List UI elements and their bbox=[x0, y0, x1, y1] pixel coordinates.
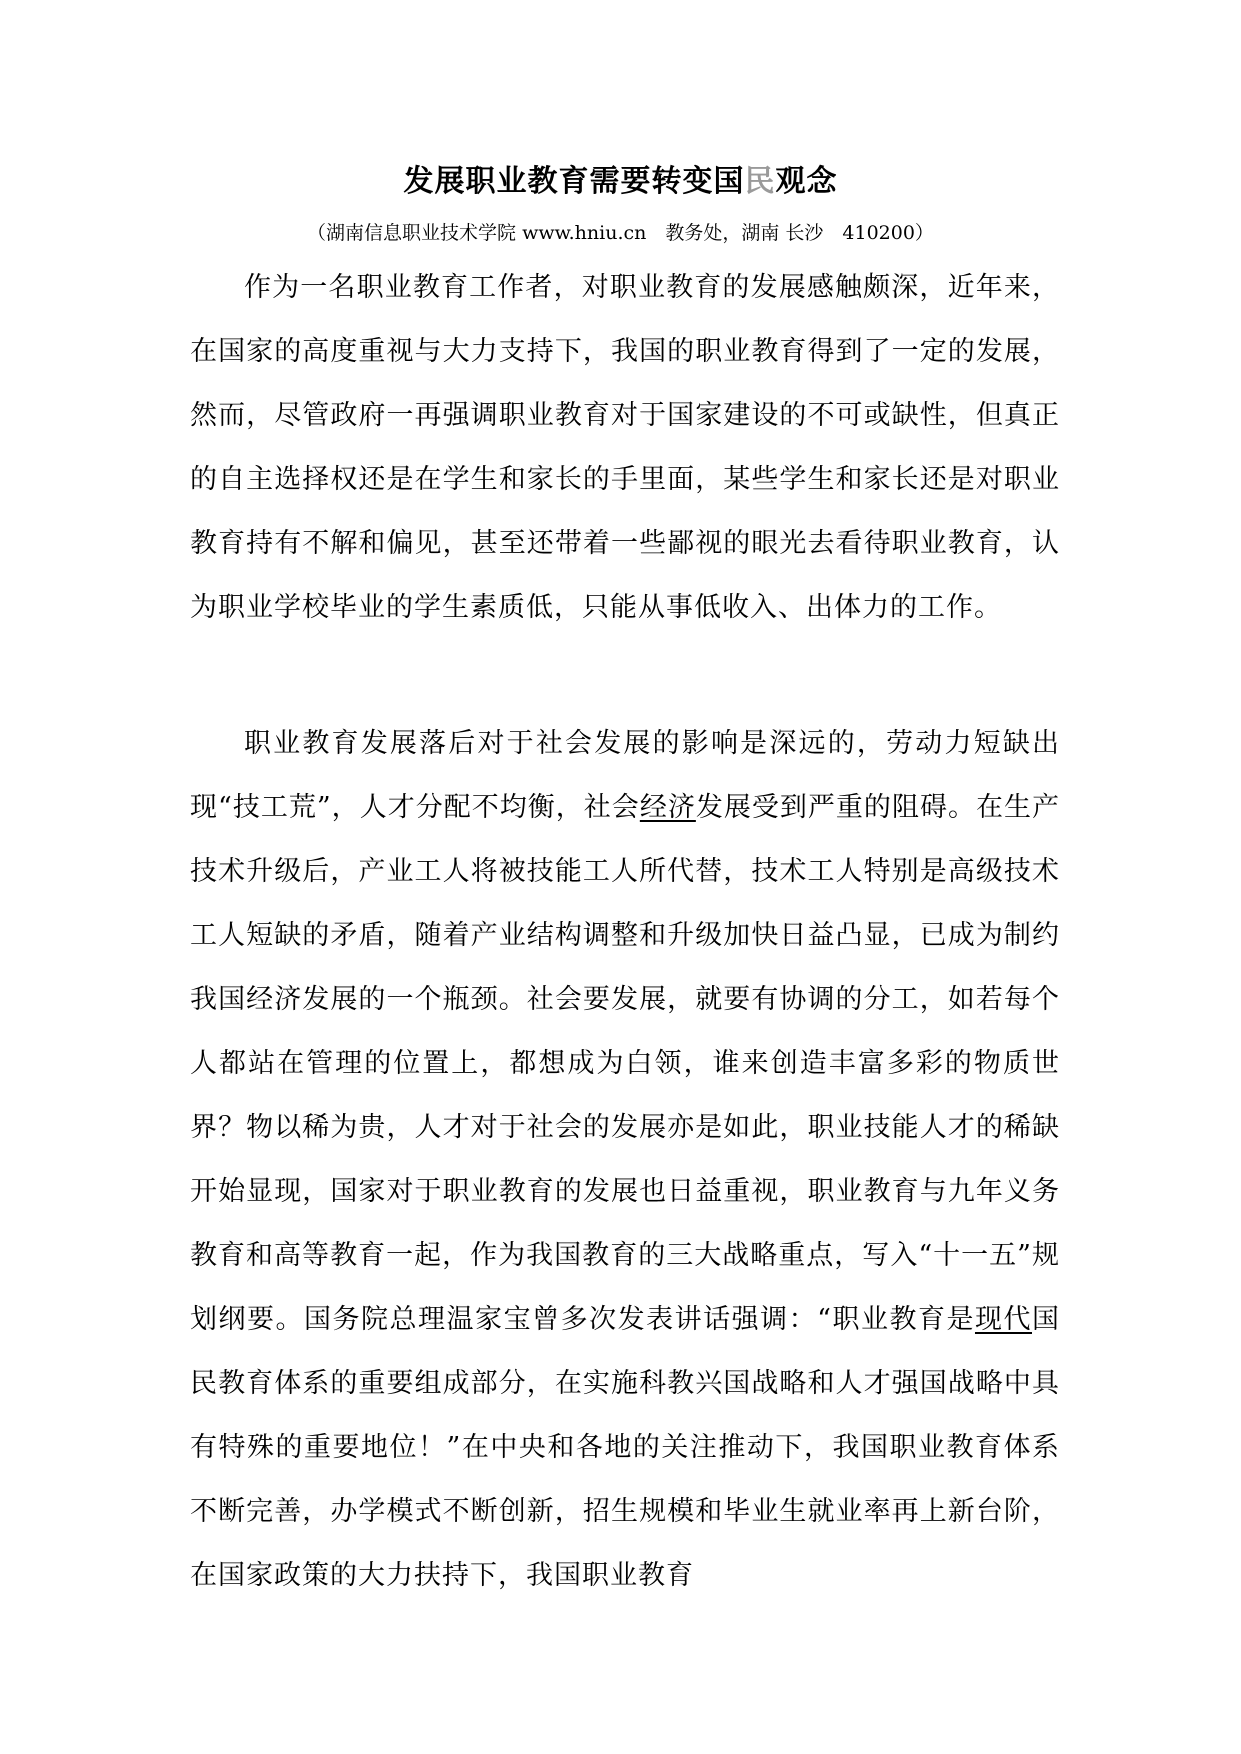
body-paragraph-2-container bbox=[190, 712, 1060, 1608]
body-paragraph-2 bbox=[190, 712, 1060, 1608]
paragraph-2-segment-1: 职业教育发展落后对于社会发展的影响是深远的，劳动力短缺出现“技工荒”，人才分配不均衡，社会 bbox=[190, 728, 1060, 823]
title-part-3: 观念 bbox=[775, 164, 838, 199]
title-part-2-faint: 民 bbox=[744, 164, 776, 199]
document-title bbox=[0, 162, 1241, 202]
author-affiliation: （湖南信息职业技术学院 www.hniu.cn 教务处，湖南 长沙 410200） bbox=[307, 222, 934, 244]
body-paragraph-1: 作为一名职业教育工作者，对职业教育的发展感触颇深，近年来，在国家的高度重视与大力支持下，我国的职业教育得到了一定的发展，然而，尽管政府一再强调职业教育对于国家建设的不可或缺性，但真正的自主选择权还是在学生和家长的手里面，某些学生和家长还是对职业教育持有不解和偏见，甚至还带着一些鄙视的眼光去看待职业教育，认为职业学校毕业的学生素质低，只能从事低收入、出体力的工作。 bbox=[190, 272, 1060, 623]
paragraph-2-segment-3: 国民教育体系的重要组成部分，在实施科教兴国战略和人才强国战略中具有特殊的重要地位！”在中央和各地的关注推动下，我国职业教育体系不断完善，办学模式不断创新，招生规模和毕业生就业率再上新台阶，在国家政策的大力扶持下，我国职业教育 bbox=[190, 1304, 1060, 1591]
link-modern[interactable]: 现代 bbox=[974, 1304, 1032, 1335]
body-paragraph-1-container bbox=[190, 256, 1060, 640]
paragraph-2-segment-2: 发展受到严重的阻碍。在生产技术升级后，产业工人将被技能工人所代替，技术工人特别是高级技术工人短缺的矛盾，随着产业结构调整和升级加快日益凸显，已成为制约我国经济发展的一个瓶颈。社会要发展，就要有协调的分工，如若每个人都站在管理的位置上，都想成为白领，谁来创造丰富多彩的物质世界？物以稀为贵，人才对于社会的发展亦是如此，职业技能人才的稀缺开始显现，国家对于职业教育的发展也日益重视，职业教育与九年义务教育和高等教育一起，作为我国教育的三大战略重点，写入“十一五”规划纲要。国务院总理温家宝曾多次发表讲话强调：“职业教育是 bbox=[190, 792, 1061, 1335]
link-economy[interactable]: 经济 bbox=[639, 792, 696, 823]
title-part-1: 发展职业教育需要转变国 bbox=[403, 164, 745, 199]
